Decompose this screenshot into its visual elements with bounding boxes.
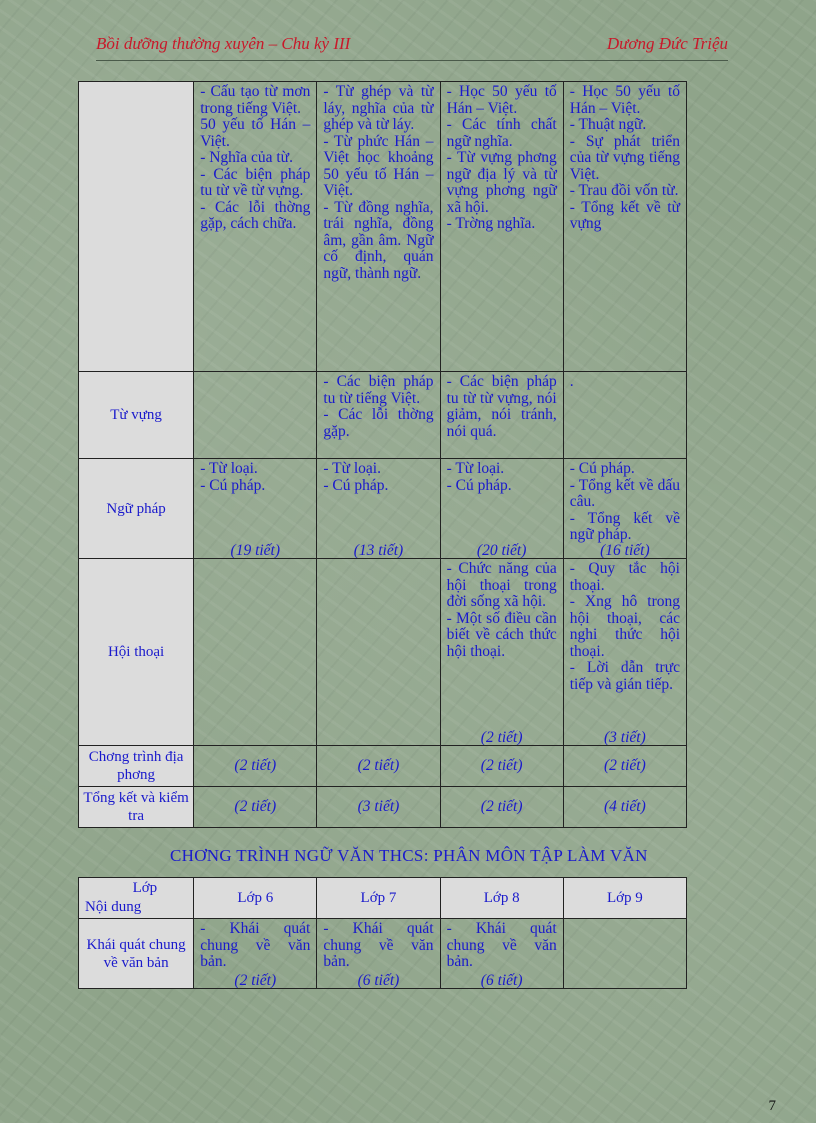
period-cell: (2 tiết) — [194, 746, 317, 787]
cell-line: - Nghĩa của từ. — [200, 149, 293, 166]
cell-line: - Học 50 yếu tố Hán – Việt. — [446, 83, 557, 117]
cell-line: - Tổng kết về từ vựng — [569, 198, 680, 232]
content-cell — [563, 559, 686, 746]
period-label: (6 tiết) — [480, 971, 523, 989]
table-row — [79, 559, 687, 746]
cell-line: - Từ loại. — [323, 460, 381, 477]
corner-label-content: Nội dung — [85, 899, 142, 915]
content-cell — [563, 459, 686, 559]
page-header — [96, 34, 728, 58]
cell-line: - Các biện pháp tu từ về từ vựng. — [200, 165, 311, 199]
category-cell: Từ vựng — [79, 372, 194, 459]
period-cell: (4 tiết) — [563, 787, 686, 828]
cell-line: - Một số điều cần biết về cách thức hội thoại. — [446, 609, 557, 660]
grade-header: Lớp 8 — [440, 878, 563, 919]
section-title: CHƠNG TRÌNH NGỮ VĂN THCS: PHÂN MÔN TẬP LÀM VĂN — [170, 846, 648, 865]
curriculum-table-tap-lam-van — [78, 877, 687, 989]
period-label: (16 tiết) — [600, 541, 650, 559]
content-cell — [317, 559, 440, 746]
cell-line: - Cú pháp. — [323, 476, 389, 494]
cell-line: - Cấu tạo từ mơn trong tiếng Việt. — [200, 83, 311, 117]
table-row — [79, 372, 687, 459]
table-row — [79, 82, 687, 372]
curriculum-table-tieng-viet — [78, 81, 687, 828]
period-label: (2 tiết) — [480, 728, 523, 746]
cell-line: - Thuật ngữ. — [569, 116, 647, 133]
cell-line: - Xng hô trong hội thoại, các nghi thức hội thoại. — [569, 593, 680, 660]
table-row — [79, 919, 687, 989]
content-cell — [440, 372, 563, 459]
cell-line: - Quy tắc hội thoại. — [569, 560, 680, 594]
period-cell: (2 tiết) — [440, 787, 563, 828]
cell-line: - Tổng kết về ngữ pháp. — [569, 509, 680, 543]
cell-line: - Các biện pháp tu từ từ vựng, nói giảm, nói tránh, nói quá. — [446, 373, 557, 440]
period-cell: (2 tiết) — [194, 787, 317, 828]
table-row — [79, 787, 687, 828]
period-label: (2 tiết) — [234, 971, 277, 989]
content-cell — [440, 82, 563, 372]
header-author: Dương Đức Triệu — [606, 34, 728, 53]
content-cell — [317, 82, 440, 372]
cell-line: - Từ loại. — [200, 460, 258, 477]
cell-line: - Các tính chất ngữ nghĩa. — [446, 116, 557, 150]
cell-line: - Học 50 yếu tố Hán – Việt. — [569, 83, 680, 117]
period-label: (13 tiết) — [353, 541, 404, 559]
category-cell: Khái quát chung về văn bản — [79, 919, 194, 989]
corner-header-cell — [79, 878, 194, 919]
cell-line: - Từ ghép và từ láy, nghĩa của từ ghép và từ láy. — [323, 83, 434, 133]
cell-line: - Sự phát triển của từ vựng tiếng Việt. — [569, 132, 680, 183]
category-cell: Chơng trình địa phơng — [79, 746, 194, 787]
cell-line: - Từ đồng nghĩa, trái nghĩa, đồng âm, gần âm. Ngữ cố định, quán ngữ, thành ngữ. — [323, 198, 434, 282]
period-cell: (3 tiết) — [317, 787, 440, 828]
period-label: (20 tiết) — [476, 541, 527, 559]
content-cell — [194, 459, 317, 559]
content-cell — [563, 372, 686, 459]
period-label: (3 tiết) — [604, 728, 646, 746]
period-label: (19 tiết) — [230, 541, 281, 559]
cell-line: 50 yếu tố Hán – Việt. — [200, 116, 311, 150]
table-row — [79, 459, 687, 559]
content-cell — [194, 919, 317, 989]
corner-label-grade: Lớp — [132, 880, 158, 896]
page-number: 7 — [768, 1098, 776, 1114]
period-cell: (2 tiết) — [563, 746, 686, 787]
content-cell — [194, 372, 317, 459]
content-cell — [317, 919, 440, 989]
content-cell — [440, 459, 563, 559]
cell-line: - Cú pháp. — [200, 476, 266, 494]
cell-line: - Khái quát chung về văn bản. — [446, 920, 557, 970]
grade-header: Lớp 7 — [317, 878, 440, 919]
cell-line: - Khái quát chung về văn bản. — [323, 920, 434, 970]
content-cell — [440, 919, 563, 989]
content-cell — [440, 559, 563, 746]
table-header-row — [79, 878, 687, 919]
cell-line: - Khái quát chung về văn bản. — [200, 920, 311, 970]
cell-line: - Lời dẫn trực tiếp và gián tiếp. — [569, 659, 680, 693]
content-cell — [317, 372, 440, 459]
content-cell — [317, 459, 440, 559]
header-divider — [96, 60, 728, 61]
period-cell: (2 tiết) — [317, 746, 440, 787]
cell-line: - Các lỗi thờng gặp. — [323, 406, 434, 440]
cell-line: - Các lỗi thờng gặp, cách chữa. — [200, 198, 311, 232]
cell-line: . — [569, 373, 574, 390]
cell-line: - Từ phức Hán – Việt học khoảng 50 yếu tố Hán – Việt. — [323, 132, 434, 199]
category-cell — [79, 82, 194, 372]
content-cell — [563, 82, 686, 372]
content-cell — [194, 82, 317, 372]
cell-line: - Tổng kết về dấu câu. — [569, 476, 680, 510]
grade-header: Lớp 9 — [563, 878, 686, 919]
cell-line: - Các biện pháp tu từ tiếng Việt. — [323, 373, 434, 407]
cell-line: - Cú pháp. — [446, 476, 512, 494]
cell-line: - Từ vựng phơng ngữ địa lý và từ vựng phơng ngữ xã hội. — [446, 149, 557, 216]
table-row — [79, 746, 687, 787]
cell-line: - Cú pháp. — [569, 460, 635, 477]
category-cell: Tổng kết và kiểm tra — [79, 787, 194, 828]
period-label: (6 tiết) — [357, 971, 400, 989]
grade-header: Lớp 6 — [194, 878, 317, 919]
cell-line: - Trau đồi vốn từ. — [569, 182, 679, 199]
category-cell: Hội thoại — [79, 559, 194, 746]
period-cell: (2 tiết) — [440, 746, 563, 787]
content-cell — [563, 919, 686, 989]
header-left-title: Bồi dưỡng thường xuyên – Chu kỳ III — [96, 34, 351, 53]
cell-line: - Chức năng của hội thoại trong đời sống xã hội. — [446, 560, 557, 610]
cell-line: - Từ loại. — [446, 460, 505, 477]
cell-line: - Trờng nghĩa. — [446, 215, 536, 232]
category-cell: Ngữ pháp — [79, 459, 194, 559]
content-cell — [194, 559, 317, 746]
